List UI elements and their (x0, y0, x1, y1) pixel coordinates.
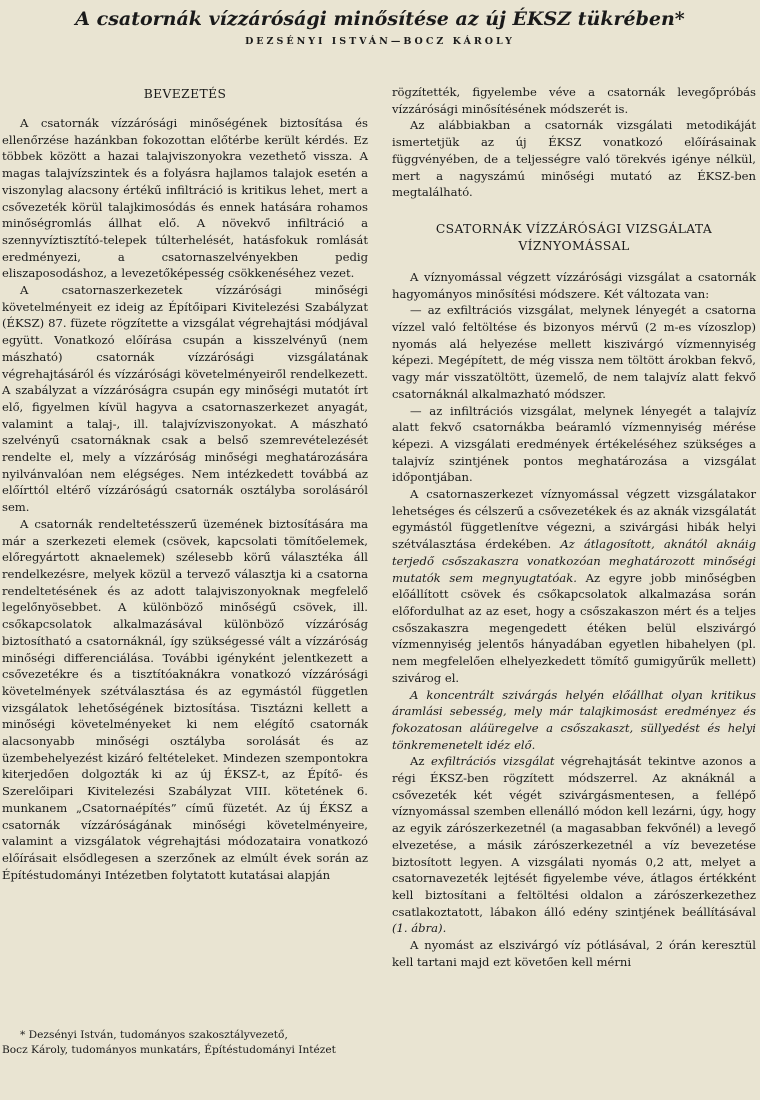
list-item: — az exfiltrációs vizsgálat, melynek lényegét a csatorna vízzel való feltöltése és bizonyos mérvű (2 m-es vízoszlop) nyomás alá helyezése mellett kiszivárgó vízmennyiség képezi. Megépített, de még vissza nem töltött árokban fekvő, vagy már visszatöltött, üzemelő, de nem talajvíz alatt fekvő csatornáknál alkalmazható módszer. (392, 303, 756, 401)
emphasis-paragraph: A koncentrált szivárgás helyén előállhat olyan kritikus áramlási sebesség, mely már talajkimosást eredményez és fokozatosan aláüregelve a csőszakaszt, süllyedést és helyi tönkremenetelt idéz elő. (392, 687, 756, 752)
footnote-line: * Dezsényi István, tudományos szakosztályvezető, (20, 1029, 288, 1041)
paragraph: rögzítették, figyelembe véve a csatornák levegőpróbás vízzárósági minősítésének módszerét is. (392, 85, 756, 116)
text-run: végrehajtását tekintve azonos a régi ÉKSZ-ben rögzített módszerrel. Az aknáknál a csővezeték két végét szivárgásmentesen, a fellépő víznyomással szemben ellenálló módon kell lezárni, úgy, hogy az egyik zárószerkezetnél (a magasabban fekvőnél) a levegő elvezetése, a másik zárószerkezetnél a víz bevezetése biztosított legyen. A vizsgálati nyomás 0,2 att, melyet a csatornavezeték lejtését figyelembe véve, átlagos értékként kell biztosítani a feltöltési oldalon a zárószerkezethez csatlakoztatott, lábakon álló edény szintjének beállításával (392, 754, 756, 919)
section-heading-introduction: BEVEZETÉS (143, 87, 227, 101)
author-footnote (2, 1028, 368, 1057)
right-column (392, 84, 756, 970)
article-title: A csatornák vízzárósági minősítése az új ÉKSZ tükrében* (75, 8, 685, 30)
footnote-line: Bocz Károly, tudományos munkatárs, Építéstudományi Intézet (2, 1043, 336, 1056)
paragraph: A csatornaszerkezetek vízzárósági minőségi követelményeit ez ideig az Építőipari Kivitelezési Szabályzat (ÉKSZ) 87. füzete rögzítette a vizsgálat végrehajtási módjával együtt. Vonatkozó előírása csupán a kisszelvényű (nem mászható) csatornák vízzárósági vizsgálatának végrehajtásáról és vízzárósági követelményeiről rendelkezett. A szabályzat a vízzáróságra csupán egy minőségi mutatót írt elő, figyelmen kívül hagyva a csatornaszerkezet anyagát, valamint a talaj-, ill. talajvízviszonyokat. A mászható szelvényű csatornáknak csak a belső szemrevételezését rendelte el, mely a vízzáróság minőségi meghatározására nyilvánvalóan nem elégséges. Nem intézkedett továbbá az előírttól eltérő vízzáróságú csatornák osztályba sorolásáról sem. (2, 283, 368, 515)
paragraph: A csatornák vízzárósági minőségének biztosítása és ellenőrzése hazánkban fokozottan előtérbe került kérdés. Ez többek között a hazai talajviszonyokra vezethető vissza. A magas talajvízszintek és a folyásra hajlamos talajok esetén a viszonylag alacsony értékű infiltráció is kritikus lehet, mert a csővezeték körül talajkimosódás és ennek hatására rohamos minőségromlás állhat elő. A növekvő infiltráció a szennyvíztisztító-telepek túlterhelését, hatásfokuk romlását eredményezi, a csatornaszelvényekben pedig eliszaposodáshoz, a levezetőképesség csökkenéséhez vezet. (2, 116, 368, 281)
text-run: Az (410, 754, 425, 769)
text-run: Az egyre jobb minőségben előállított csövek és csőkapcsolatok alkalmazása során előfordulhat az az eset, hogy a csőszakaszon mért és a teljes csőszakaszra megengedett étéken belül elszivárgó vízmennyiség jelentős hányadában egyetlen hibahelyen (pl. nem megfelelően elhelyezkedett tömítő gumigyűrűk mellett) szivárog el. (392, 570, 756, 685)
article-authors: DEZSÉNYI ISTVÁN—BOCZ KÁROLY (245, 36, 515, 47)
paragraph: Az alábbiakban a csatornák vizsgálati metodikáját ismertetjük az új ÉKSZ vonatkozó előírásainak függvényében, de a teljességre való törekvés igénye nélkül, mert a nagyszámú minőségi mutató az ÉKSZ-ben megtalálható. (392, 118, 756, 200)
paragraph (392, 486, 756, 686)
list-item: — az infiltrációs vizsgálat, melynek lényegét a talajvíz alatt fekvő csatornákba beáramló vízmennyiség mérése képezi. A vizsgálati eredmények értékeléséhez szükséges a talajvíz szintjének pontos meghatározása a vizsgálat időpontjában. (392, 403, 756, 485)
section-heading-water-pressure-test: CSATORNÁK VÍZZÁRÓSÁGI VIZSGÁLATA VÍZNYOMÁSSAL (435, 221, 713, 253)
paragraph: A víznyomással végzett vízzárósági vizsgálat a csatornák hagyományos minősítési módszere. Két változata van: (392, 269, 756, 301)
emphasis-text: exfiltrációs vizsgálat (431, 754, 555, 769)
paragraph (392, 753, 756, 937)
paragraph: A csatornák rendeltetésszerű üzemének biztosítására ma már a szerkezeti elemek (csövek, kapcsolati tömítőelemek, előregyártott aknaelemek) szélesebb körű választéka áll rendelkezésre, melyek közül a tervező választja ki a csatorna rendeltetésének és az adott talajviszonyoknak megfelelő legelőnyösebbet. A különböző minőségű csövek, ill. csőkapcsolatok alkalmazásával különböző vízzáróság biztosítható a csatornáknál, így szükségessé vált a vízzáróság minőségi differenciálása. További igényként jelentkezett a csővezetékre és a tisztítóaknákra vonatkozó vízzárósági követelmények szétválasztása és az egymástól független vizsgálatok lehetőségének biztosítása. Tisztázni kellett a minőségi követelményeket ki nem elégítő csatornák alacsonyabb minőségi osztályba sorolását és az üzembehelyezést kizáró feltételeket. Mindezen szempontokra kiterjedően dolgozták ki az új ÉKSZ-t, az Építő- és Szerelőipari Kivitelezési Szabályzat VIII. kötetének 6. munkanem „Csatornaépítés” című füzetét. Az új ÉKSZ a csatornák vízzáróságának minőségi követelményeire, valamint a vizsgálatok végrehajtási módozataira vonatkozó előírásait elsődlegesen a szerzőnek az elmúlt évek során az Építéstudományi Intézetben folytatott kutatásai alapján (2, 516, 368, 882)
paragraph: A nyomást az elszivárgó víz pótlásával, 2 órán keresztül kell tartani majd ezt követően kell mérni (392, 938, 756, 969)
emphasis-text: Az átlagosított, aknától aknáig terjedő csőszakaszra vonatkozóan meghatározott minőségi mutatók sem megnyugtatóak. (392, 537, 757, 585)
text-run: A csatornaszerkezet víznyomással végzett vizsgálatakor lehetséges és célszerű a csővezetékek és az aknák vizsgálatát egymástól függetlenítve végezni, a szivárgási hibák helyi szétválasztása érdekében. (392, 487, 756, 552)
left-column (2, 84, 368, 883)
figure-reference[interactable]: (1. ábra). (392, 921, 447, 936)
